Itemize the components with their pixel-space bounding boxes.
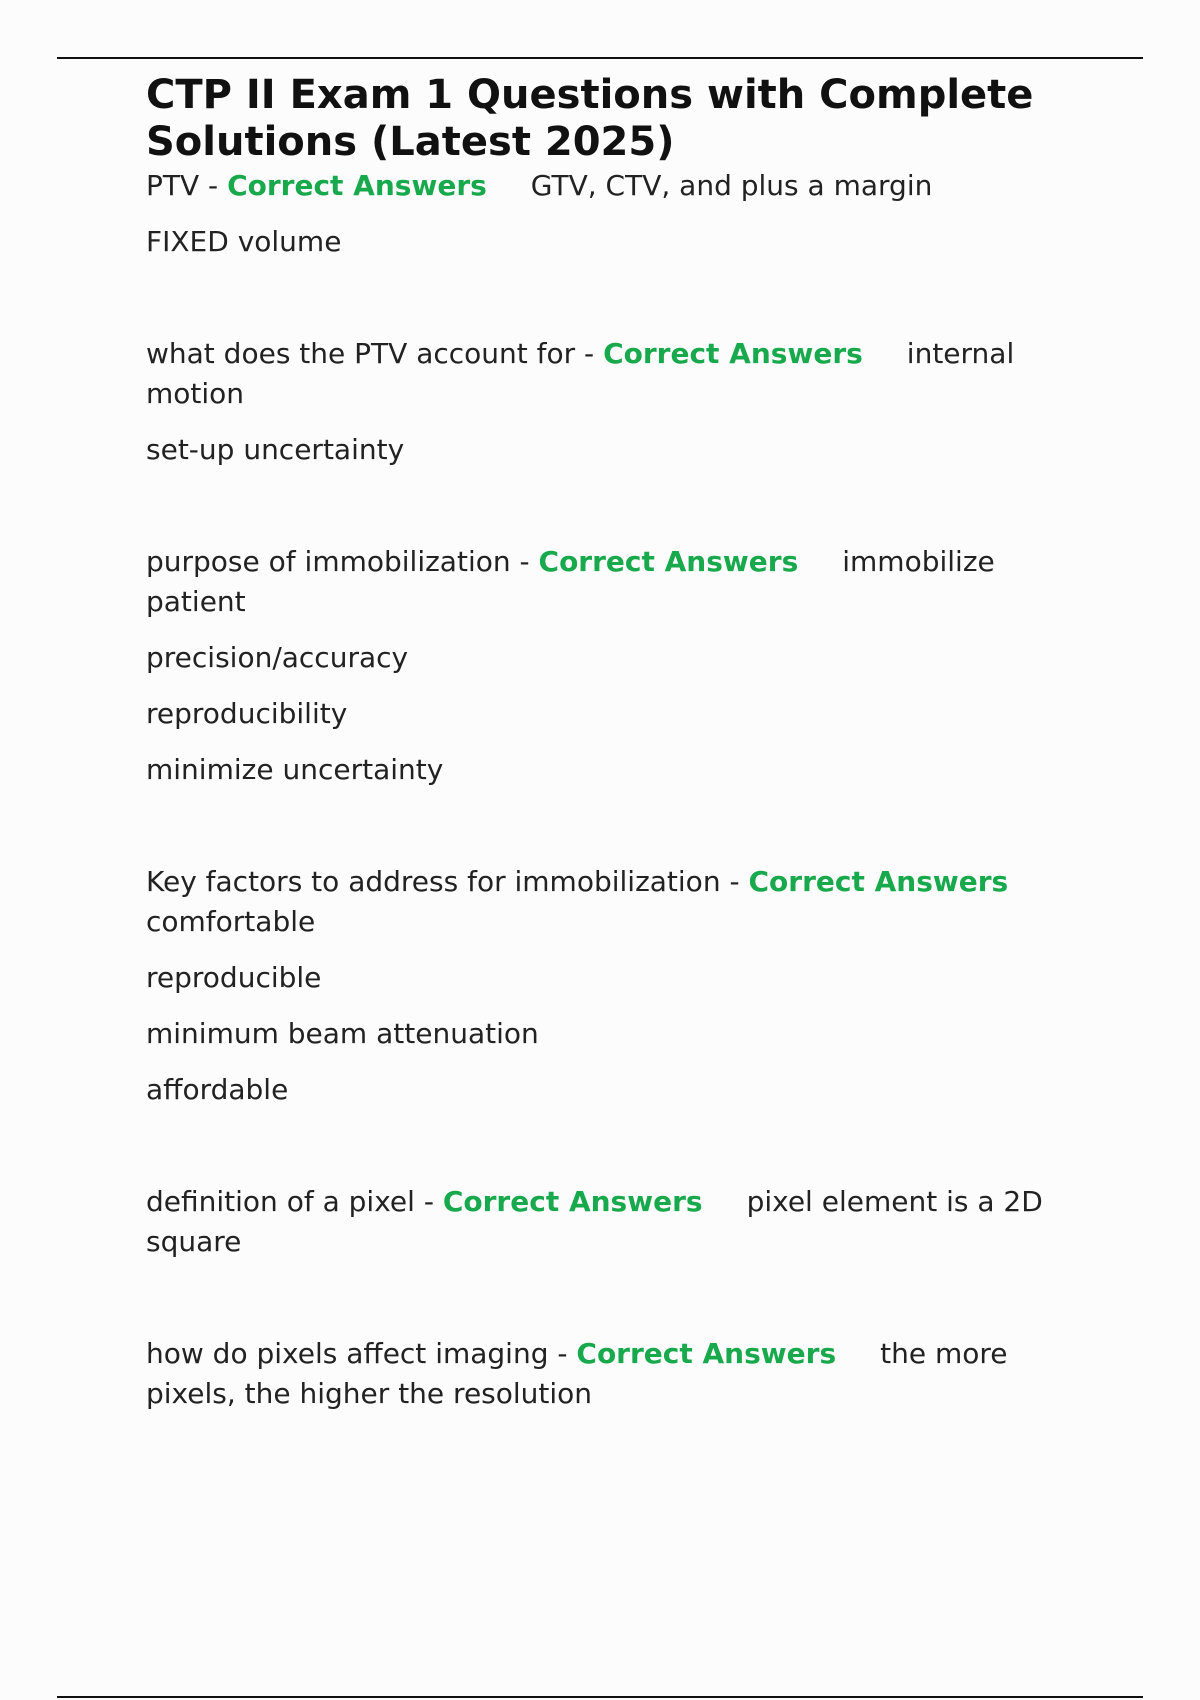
answer-text: immobilize patient (146, 545, 995, 618)
question-text: PTV (146, 169, 200, 202)
document-title: CTP II Exam 1 Questions with Complete Solutions (Latest 2025) (146, 72, 1034, 165)
question-separator: - (720, 865, 749, 898)
answer-line: minimize uncertainty (146, 753, 444, 786)
qa-item (146, 862, 1086, 1110)
question-text: what does the PTV account for (146, 337, 576, 370)
top-rule (57, 57, 1143, 59)
qa-item (146, 1182, 1086, 1262)
answer-line: reproducible (146, 961, 322, 994)
question-line (146, 542, 1086, 622)
question-text: purpose of immobilization (146, 545, 511, 578)
answer-line: precision/accuracy (146, 641, 409, 674)
answer-line: set-up uncertainty (146, 433, 405, 466)
question-line (146, 166, 1086, 206)
question-separator: - (575, 337, 604, 370)
question-line (146, 334, 1086, 414)
answer-text: internal motion (146, 337, 1015, 410)
correct-answers-label: Correct Answers (576, 1337, 837, 1370)
qa-item (146, 542, 1086, 790)
question-text: definition of a pixel (146, 1185, 415, 1218)
answer-line: affordable (146, 1073, 289, 1106)
answer-text: the more pixels, the higher the resolution (146, 1337, 1008, 1410)
question-separator: - (414, 1185, 443, 1218)
answer-line: FIXED volume (146, 225, 342, 258)
answer-text: pixel element is a 2D square (146, 1185, 1043, 1258)
question-text: Key factors to address for immobilization (146, 865, 721, 898)
question-separator: - (548, 1337, 577, 1370)
qa-item (146, 334, 1086, 470)
document-body (146, 72, 1086, 1414)
question-separator: - (510, 545, 539, 578)
answer-line: minimum beam attenuation (146, 1017, 539, 1050)
qa-item (146, 166, 1086, 262)
question-separator: - (199, 169, 228, 202)
correct-answers-label: Correct Answers (227, 169, 487, 202)
qa-item (146, 1334, 1086, 1414)
answer-line: reproducibility (146, 697, 348, 730)
correct-answers-label: Correct Answers (538, 545, 799, 578)
question-text: how do pixels affect imaging (146, 1337, 549, 1370)
correct-answers-label: Correct Answers (603, 337, 863, 370)
question-line (146, 1182, 1086, 1262)
correct-answers-label: Correct Answers (442, 1185, 703, 1218)
question-line (146, 862, 1086, 942)
correct-answers-label: Correct Answers (748, 865, 1009, 898)
answer-text: GTV, CTV, and plus a margin (530, 169, 933, 202)
bottom-rule (57, 1696, 1143, 1698)
answer-text: comfortable (146, 905, 316, 938)
question-line (146, 1334, 1086, 1414)
